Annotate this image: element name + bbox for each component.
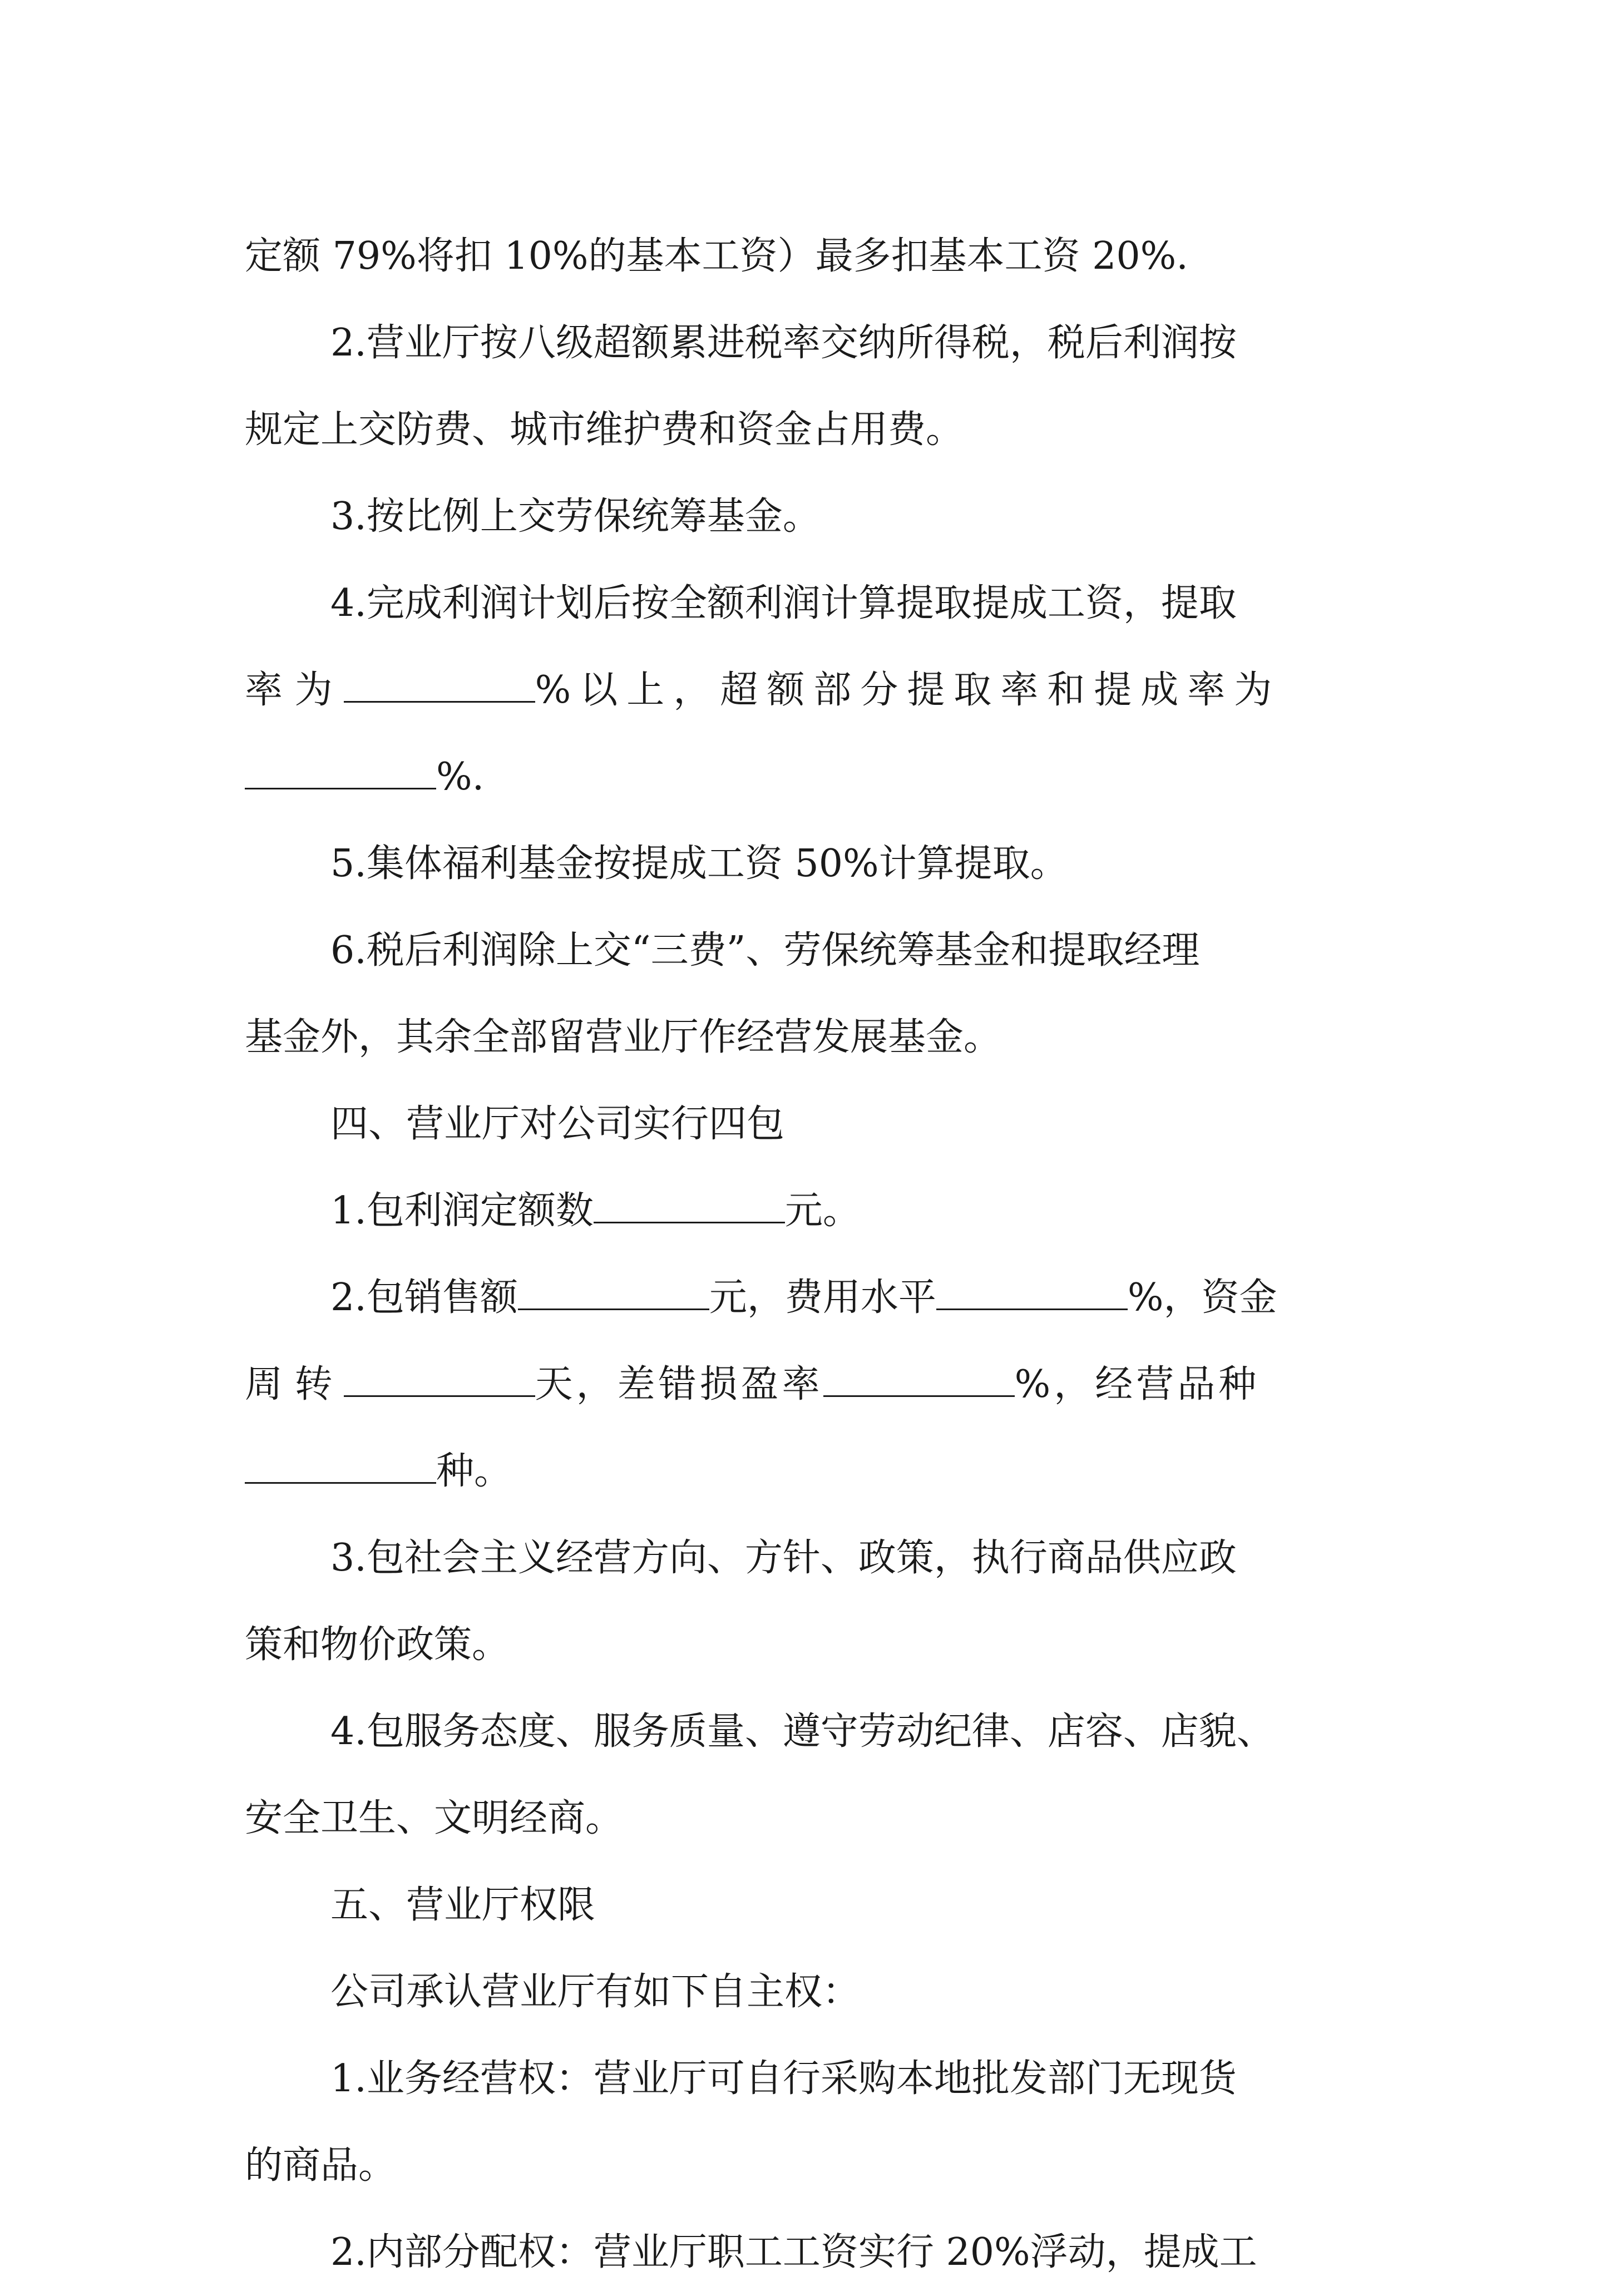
line-text: 6.税后利润除上交“三费”、劳保统筹基金和提取经理 [330,929,1200,972]
paragraph-line-14 [245,1341,1369,1428]
paragraph-line-1 [245,213,1369,300]
line-text: 4.包服务态度、服务质量、遵守劳动纪律、店容、店貌、 [330,1710,1275,1754]
paragraph-line-16 [245,1515,1369,1602]
paragraph-line-9 [245,907,1369,994]
paragraph-line-12 [245,1168,1369,1255]
paragraph-line-22 [245,2036,1369,2122]
fill-in-blank [823,1366,1015,1397]
line-text: 2.内部分配权：营业厅职工工资实行 20%浮动，提成工 [330,2230,1257,2274]
paragraph-line-5 [245,560,1369,647]
paragraph-line-7 [245,734,1369,821]
paragraph-line-21 [245,1949,1369,2036]
line-text: 3.按比例上交劳保统筹基金。 [330,495,821,539]
line-text: 周 转 [245,1362,333,1406]
line-text: 种。 [436,1449,512,1493]
fill-in-blank [518,1280,709,1310]
line-text: 1.业务经营权：营业厅可自行采购本地批发部门无现货 [330,2057,1237,2101]
line-text: 安全卫生、文明经商。 [245,1796,624,1840]
line-text: 五、营业厅权限 [330,1883,596,1927]
line-text: 3.包社会主义经营方向、方针、政策，执行商品供应政 [330,1536,1237,1580]
line-text: 公司承认营业厅有如下自主权： [330,1970,861,2014]
line-text: 规定上交防费、城市维护费和资金占用费。 [245,408,964,452]
line-text: 的商品。 [245,2144,397,2188]
fill-in-blank [245,759,436,789]
paragraph-line-13 [245,1255,1369,1341]
line-text: 元，费用水平 [709,1276,936,1320]
paragraph-line-10 [245,994,1369,1081]
section-heading-5 [245,1862,1369,1949]
line-text: 定额 79%将扣 10%的基本工资）最多扣基本工资 20%. [245,234,1188,278]
paragraph-line-15 [245,1428,1369,1515]
line-text: %以上，超额部分提取率和提成率为 [535,668,1281,712]
paragraph-line-18 [245,1688,1369,1775]
line-text: 率 为 [245,668,333,712]
line-text: 天，差错损盈率 [535,1362,823,1406]
paragraph-line-24 [245,2209,1369,2296]
paragraph-line-17 [245,1602,1369,1688]
line-text: 策和物价政策。 [245,1623,510,1667]
line-text: 2.包销售额 [330,1276,518,1320]
fill-in-blank [594,1193,785,1223]
fill-in-blank [344,672,535,703]
line-text: 1.包利润定额数 [330,1189,594,1233]
paragraph-line-2 [245,300,1369,387]
section-heading-4 [245,1081,1369,1168]
paragraph-line-3 [245,387,1369,473]
fill-in-blank [245,1453,436,1484]
line-text: 2.营业厅按八级超额累进税率交纳所得税，税后利润按 [330,321,1237,365]
document-body [245,213,1369,2296]
paragraph-line-8 [245,821,1369,907]
line-text: 5.集体福利基金按提成工资 50%计算提取。 [330,842,1068,886]
line-text: %，资金 [1127,1276,1277,1320]
line-text: 元。 [784,1189,861,1233]
fill-in-blank [936,1280,1128,1310]
line-text: 四、营业厅对公司实行四包 [330,1102,785,1146]
line-text: %. [436,755,485,799]
paragraph-line-4 [245,473,1369,560]
line-text: 基金外，其余全部留营业厅作经营发展基金。 [245,1015,1002,1059]
paragraph-line-6 [245,647,1369,734]
fill-in-blank [344,1366,535,1397]
paragraph-line-23 [245,2122,1369,2209]
line-text: %，经营品种 [1014,1362,1260,1406]
paragraph-line-19 [245,1775,1369,1862]
line-text: 4.完成利润计划后按全额利润计算提取提成工资，提取 [330,581,1237,625]
